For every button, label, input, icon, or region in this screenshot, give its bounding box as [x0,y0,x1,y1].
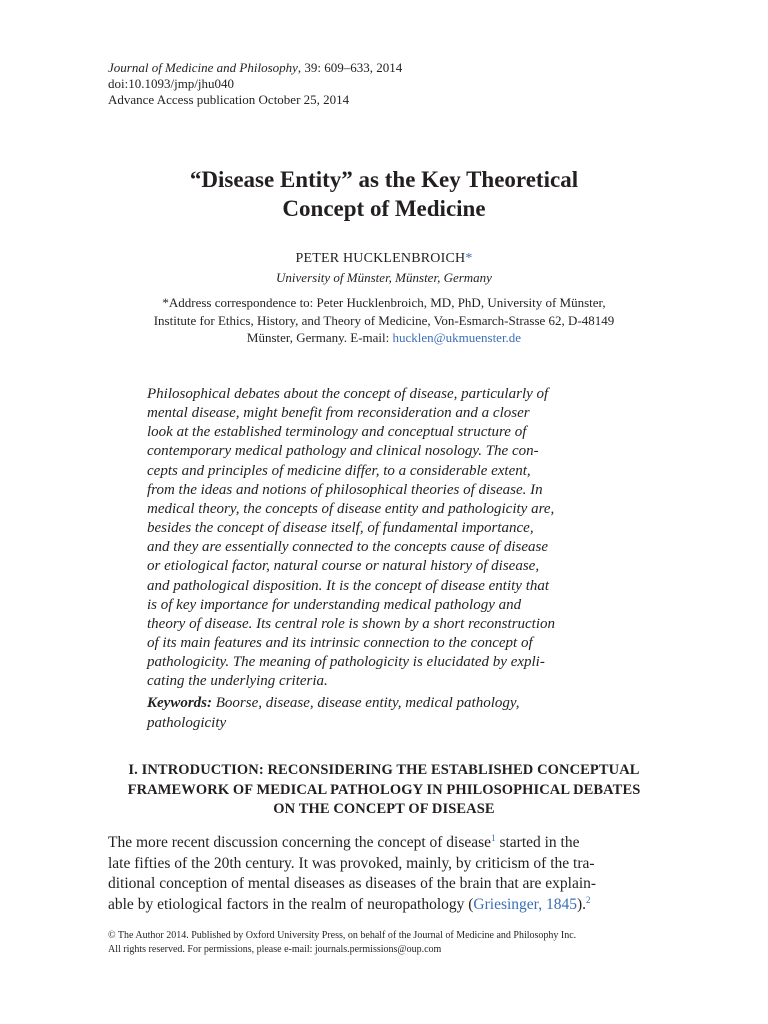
abstract-line: cating the underlying criteria. [147,673,328,690]
heading-line: I. INTRODUCTION: RECONSIDERING THE ESTABLISHED CONCEPTUAL [128,762,640,778]
journal-name: Journal of Medicine and Philosophy [108,60,298,75]
abstract-line: medical theory, the concepts of disease entity and pathologicity are, [147,500,555,517]
body-line [108,833,658,854]
address-line [100,329,668,347]
section-heading [104,761,664,820]
permissions-line: All rights reserved. For permissions, please e-mail: journals.permissions@oup.com [108,944,442,955]
body-line: late fifties of the 20th century. It was provoked, mainly, by criticism of the tra- [108,854,595,872]
journal-citation [108,60,402,76]
journal-volume-pages: , 39: 609–633, 2014 [297,60,403,75]
abstract-line: and they are essentially connected to the concepts cause of disease [147,539,548,556]
publication-date: Advance Access publication October 25, 2014 [108,92,350,107]
copyright-line: © The Author 2014. Published by Oxford University Press, on behalf of the Journal of Medicine and Philosophy Inc. [108,930,577,941]
body-text-segment: The more recent discussion concerning the concept of disease [108,834,492,851]
abstract-line: besides the concept of disease itself, of fundamental importance, [147,520,534,537]
doi: doi:10.1093/jmp/jhu040 [108,76,235,91]
body-text-segment: able by etiological factors in the realm of neuropathology ( [108,895,474,913]
citation-link[interactable]: Griesinger, 1845 [473,895,577,913]
abstract-line: of its main features and its intrinsic connection to the concept of [147,635,533,652]
abstract [147,385,621,692]
correspondence-address [100,294,668,347]
body-line: ditional conception of mental diseases as diseases of the brain that are explain- [108,875,597,892]
abstract-line: Philosophical debates about the concept of disease, particularly of [147,386,549,402]
abstract-line: pathologicity. The meaning of pathologicity is elucidated by expli- [147,654,545,671]
address-line: Institute for Ethics, History, and Theory of Medicine, Von-Esmarch-Strasse 62, D-48149 [153,312,615,328]
body-line [108,895,658,916]
address-line: *Address correspondence to: Peter Hucklenbroich, MD, PhD, University of Münster, [162,295,606,310]
abstract-line: look at the established terminology and conceptual structure of [147,424,527,441]
abstract-line: or etiological factor, natural course or natural history of disease, [147,558,540,575]
copyright-footer [108,929,668,957]
author-affiliation: University of Münster, Münster, Germany [276,270,492,285]
abstract-line: from the ideas and notions of philosophical theories of disease. In [147,481,543,498]
author-text: PETER HUCKLENBROICH [295,251,466,266]
abstract-line: theory of disease. Its central role is shown by a short reconstruction [147,615,556,632]
abstract-line: mental disease, might benefit from reconsideration and a closer [147,405,530,422]
abstract-line: cepts and principles of medicine differ, to a considerable extent, [147,462,531,479]
body-text-segment: started in the [495,834,580,851]
title-line: Concept of Medicine [282,196,486,221]
journal-metadata [108,60,402,108]
heading-line: ON THE CONCEPT OF DISEASE [273,801,495,817]
title-line: “Disease Entity” as the Key Theoretical [189,167,579,192]
author-name [80,251,688,267]
footnote-ref-1[interactable]: 1 [491,832,496,843]
email-link[interactable]: hucklen@ukmuenster.de [392,330,522,345]
body-text-segment: ). [576,895,587,913]
abstract-line: contemporary medical pathology and clinical nosology. The con- [147,443,539,460]
address-line-prefix: Münster, Germany. E-mail: [246,330,393,345]
keywords-list: Boorse, disease, disease entity, medical pathology, [212,695,520,711]
author-footnote-marker[interactable]: * [465,251,473,266]
body-paragraph [108,833,658,915]
keywords [147,694,621,733]
abstract-line: is of key importance for understanding medical pathology and [147,596,522,613]
article-title [80,165,688,223]
keywords-label: Keywords: [147,695,212,711]
footnote-ref-2[interactable]: 2 [586,894,591,905]
abstract-line: and pathological disposition. It is the concept of disease entity that [147,577,550,594]
heading-line: FRAMEWORK OF MEDICAL PATHOLOGY IN PHILOSOPHICAL DEBATES [127,781,641,798]
keywords-list-cont: pathologicity [147,714,227,731]
